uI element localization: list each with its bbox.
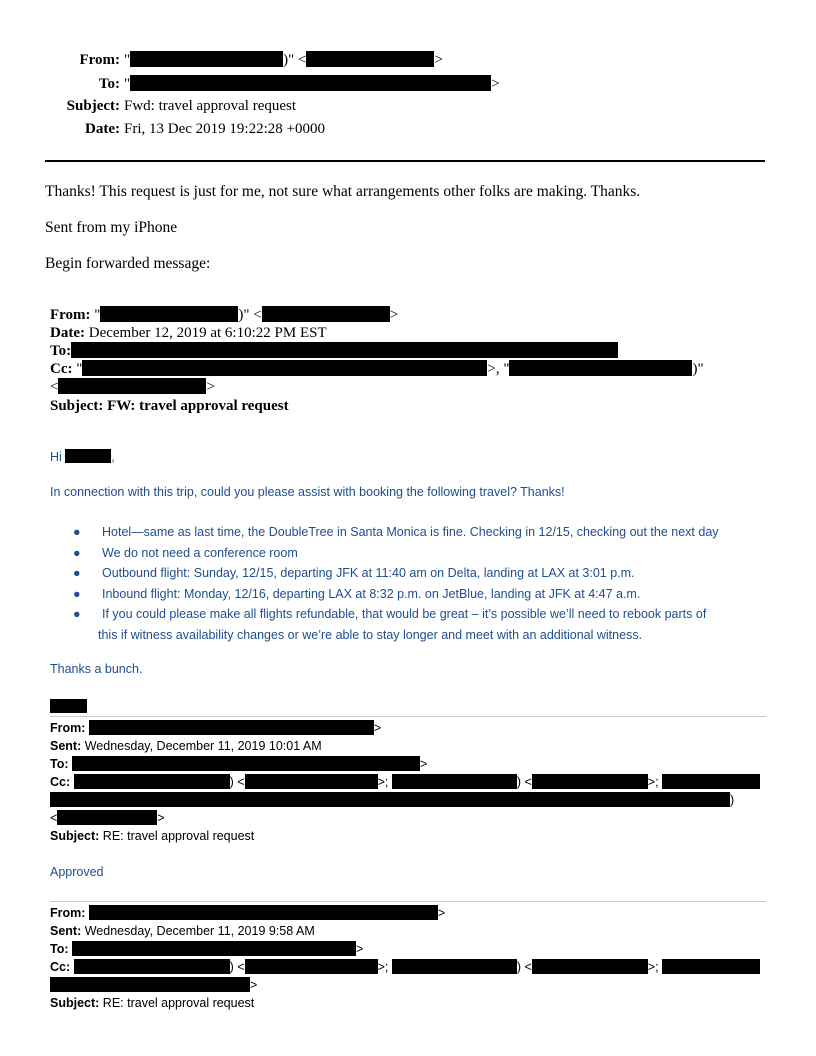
- separator: >: [373, 721, 382, 735]
- separator: ) <: [516, 960, 532, 974]
- redacted-block: [89, 905, 438, 920]
- redacted-block: [71, 342, 618, 358]
- list-item-text: Inbound flight: Monday, 12/16, departing LAX at 8:32 p.m. on JetBlue, landing at JFK at 4:47 a.m.: [102, 586, 641, 601]
- separator: >;: [377, 960, 389, 974]
- email2-to-label: To:: [50, 942, 69, 956]
- email1-cc-label: Cc:: [50, 775, 71, 789]
- separator: >: [250, 978, 258, 992]
- separator: >: [491, 76, 500, 92]
- email1-cc-row: [50, 774, 760, 791]
- redacted-block: [262, 306, 390, 322]
- redacted-block: [57, 810, 157, 825]
- email1-to-row: [50, 756, 427, 773]
- greeting-text: Hi: [50, 450, 62, 464]
- redacted-block: [245, 774, 378, 789]
- separator: >: [434, 52, 443, 68]
- header-subject-label: Subject:: [66, 98, 120, 114]
- body-line-sent-from: Sent from my iPhone: [45, 219, 178, 236]
- email1-from-row: [50, 720, 381, 737]
- redacted-block: [130, 75, 491, 91]
- email-divider: [50, 716, 766, 717]
- separator: <: [50, 379, 59, 395]
- redacted-signature: [50, 699, 87, 713]
- fwd-cc-label: Cc:: [50, 361, 73, 377]
- fwd-subject-label: Subject:: [50, 398, 104, 414]
- bullet-icon: ●: [73, 586, 81, 601]
- email2-subject-value: RE: travel approval request: [102, 996, 255, 1010]
- redacted-block: [532, 774, 648, 789]
- redacted-block: [89, 720, 374, 735]
- list-item-text: Outbound flight: Sunday, 12/15, departing JFK at 11:40 am on Delta, landing at LAX at 3:01 p.m.: [102, 566, 635, 580]
- bullet-icon: ●: [73, 545, 81, 560]
- separator: ) <: [229, 960, 245, 974]
- email2-sent-value: Wednesday, December 11, 2019 9:58 AM: [84, 924, 315, 938]
- list-item: [70, 543, 719, 564]
- bullet-icon: ●: [73, 607, 81, 621]
- redacted-block: [72, 756, 420, 771]
- fwd-date-label: Date:: [50, 325, 85, 341]
- quote-mark: ": [124, 76, 131, 92]
- header-from-label: From:: [79, 52, 120, 68]
- header-to-label: To:: [98, 76, 120, 92]
- fwd-to-label: To:: [50, 343, 72, 359]
- separator: <: [50, 811, 58, 825]
- separator: ,: [111, 450, 115, 464]
- separator: )" <: [238, 307, 262, 323]
- email2-sent-row: [50, 923, 315, 940]
- redacted-block: [74, 774, 230, 789]
- approved-reply: Approved: [50, 865, 104, 879]
- separator: >: [356, 942, 364, 956]
- email-divider: [50, 901, 766, 902]
- separator: >: [157, 811, 165, 825]
- bullet-icon: ●: [73, 566, 81, 580]
- closing-line: Thanks a bunch.: [50, 662, 143, 676]
- email1-sent-row: [50, 738, 322, 755]
- fwd-subject-value: FW: travel approval request: [107, 398, 289, 414]
- header-subject-value: Fwd: travel approval request: [124, 98, 297, 114]
- email1-to-label: To:: [50, 757, 69, 771]
- email2-from-row: [50, 905, 445, 922]
- redacted-block: [65, 449, 111, 463]
- separator: >;: [647, 960, 659, 974]
- email1-subject-label: Subject:: [50, 829, 100, 843]
- header-divider: [45, 160, 765, 162]
- separator: )": [692, 361, 704, 377]
- fwd-to-row: [50, 342, 618, 360]
- email2-subject-label: Subject:: [50, 996, 100, 1010]
- quote-mark: ": [76, 361, 83, 377]
- header-to-value: [124, 74, 500, 94]
- list-item: [70, 563, 719, 584]
- email1-cc-row-cont: [50, 792, 734, 809]
- fwd-date-row: [50, 324, 327, 342]
- fwd-date-value: December 12, 2019 at 6:10:22 PM EST: [88, 325, 327, 341]
- list-item-text-cont: this if witness availability changes or we’re able to stay longer and meet with an additional witness.: [98, 627, 643, 642]
- email1-from-label: From:: [50, 721, 86, 735]
- redacted-block: [509, 360, 692, 376]
- fwd-cc-row: [50, 360, 704, 378]
- body-line-begin-forwarded: Begin forwarded message:: [45, 255, 211, 272]
- greeting-line: [50, 449, 115, 464]
- separator: ) <: [516, 775, 532, 789]
- list-item: [70, 522, 719, 543]
- separator: ): [730, 793, 735, 807]
- redacted-block: [100, 306, 238, 322]
- separator: >;: [377, 775, 389, 789]
- list-item-text: Hotel—same as last time, the DoubleTree in Santa Monica is fine. Checking in 12/15, checking out the next day: [102, 525, 719, 539]
- redacted-block: [392, 959, 517, 974]
- email1-subject-value: RE: travel approval request: [102, 829, 255, 843]
- redacted-block: [58, 378, 206, 394]
- separator: ) <: [229, 775, 245, 789]
- email2-subject-row: [50, 995, 254, 1012]
- fwd-from-label: From:: [50, 307, 91, 323]
- fwd-subject-row: [50, 397, 289, 415]
- email1-subject-row: [50, 828, 254, 845]
- email1-cc-row-cont2: [50, 810, 165, 827]
- email2-cc-row-cont: [50, 977, 257, 994]
- redacted-block: [72, 941, 356, 956]
- redacted-block: [662, 774, 760, 789]
- redacted-block: [74, 959, 230, 974]
- list-item: [70, 584, 719, 605]
- separator: >: [420, 757, 428, 771]
- email2-from-label: From:: [50, 906, 86, 920]
- email1-sent-label: Sent:: [50, 739, 82, 753]
- quote-mark: ": [94, 307, 101, 323]
- separator: >;: [647, 775, 659, 789]
- header-from-value: [124, 50, 443, 70]
- header-date-label: Date:: [85, 121, 120, 137]
- email1-sent-value: Wednesday, December 11, 2019 10:01 AM: [84, 739, 322, 753]
- fwd-from-row: [50, 306, 398, 324]
- redacted-block: [306, 51, 434, 67]
- separator: >, ": [487, 361, 510, 377]
- list-item-text: If you could please make all flights refundable, that would be great – it’s possible we’ll need to rebook parts of: [102, 607, 707, 621]
- list-item-text: We do not need a conference room: [102, 545, 298, 560]
- separator: >: [389, 307, 399, 323]
- email2-cc-row: [50, 959, 760, 976]
- separator: >: [437, 906, 446, 920]
- fwd-cc-row-cont: [50, 378, 215, 396]
- travel-request-list: [70, 522, 719, 645]
- redacted-block: [245, 959, 378, 974]
- quote-mark: ": [124, 52, 131, 68]
- redacted-block: [50, 792, 730, 807]
- list-item: [70, 604, 719, 645]
- body-line-thanks: Thanks! This request is just for me, not sure what arrangements other folks are making. Thanks.: [45, 183, 641, 200]
- redacted-block: [532, 959, 648, 974]
- redacted-block: [82, 360, 487, 376]
- redacted-block: [392, 774, 517, 789]
- separator: >: [206, 379, 215, 395]
- email2-sent-label: Sent:: [50, 924, 82, 938]
- redacted-block: [130, 51, 283, 67]
- header-date-value: Fri, 13 Dec 2019 19:22:28 +0000: [124, 121, 325, 137]
- redacted-block: [662, 959, 760, 974]
- bullet-icon: ●: [73, 525, 81, 539]
- email2-to-row: [50, 941, 363, 958]
- redacted-block: [50, 977, 250, 992]
- email2-cc-label: Cc:: [50, 960, 71, 974]
- intro-line: In connection with this trip, could you please assist with booking the following travel? Thanks!: [50, 485, 565, 499]
- separator: )" <: [283, 52, 307, 68]
